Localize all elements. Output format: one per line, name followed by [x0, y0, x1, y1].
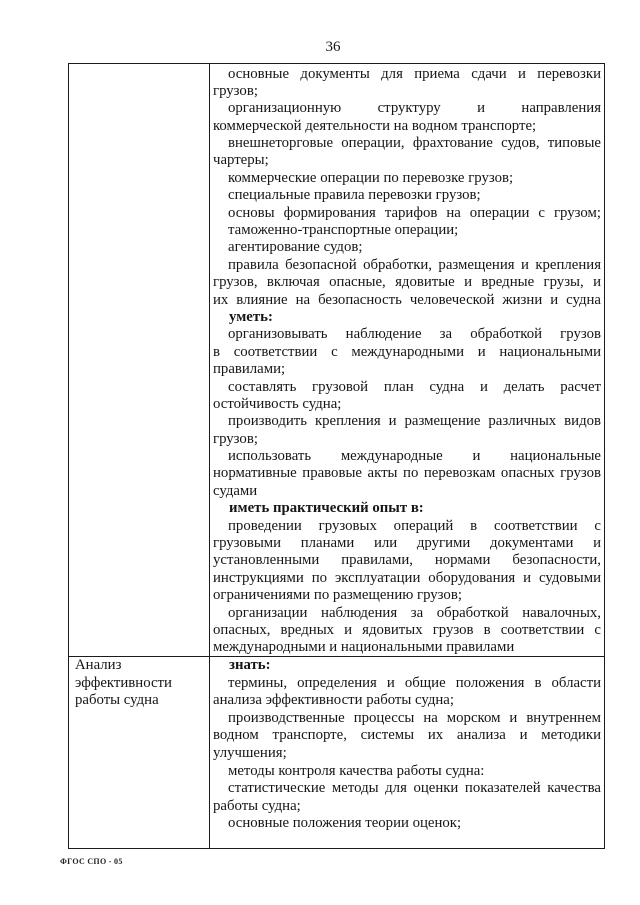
competency-item [213, 66, 601, 101]
text-line: инструкциями по эксплуатации оборудования и судовыми [213, 569, 601, 586]
text-line: основные документы для приема сдачи и перевозки [228, 65, 601, 82]
text-line: статистические методы для оценки показателей качества [228, 780, 601, 797]
competency-item [213, 135, 601, 170]
text-line: производить крепления и размещение различных видов [228, 413, 601, 430]
text-line: их влияние на безопасность человеческой жизни и судна [213, 291, 601, 308]
competency-item [213, 257, 601, 309]
text-line: иметь практический опыт в: [229, 500, 424, 517]
text-line: коммерческие операции по перевозке грузов; [228, 169, 514, 186]
text-line: установленными правилами, нормами безопасности, [213, 552, 601, 569]
text-line: грузов; [213, 82, 258, 99]
competency-item [213, 518, 601, 605]
text-line: термины, определения и общие положения в области [228, 674, 601, 691]
text-line: правила безопасной обработки, размещения и крепления [228, 256, 601, 273]
competency-item [213, 448, 601, 500]
text-line: судами [213, 482, 258, 499]
text-line: чартеры; [213, 152, 269, 169]
text-line: международными и национальными правилами [213, 639, 515, 656]
text-line: грузовыми планами или другими документами и [213, 535, 601, 552]
text-line: уметь: [229, 308, 273, 325]
table-cell-requirements [210, 64, 604, 656]
table-cell-module [69, 64, 209, 656]
text-line: организационную структуру и направления [228, 100, 601, 117]
table-cell-module [69, 657, 209, 848]
text-line: использовать международные и национальные [228, 448, 601, 465]
text-line: составлять грузовой план судна и делать расчет [228, 378, 601, 395]
text-line: анализа эффективности работы судна; [213, 692, 454, 709]
text-line: опасных, вредных и ядовитых грузов в соответствии с [213, 622, 601, 638]
module-title: Анализ эффективности работы судна [75, 657, 172, 709]
competency-item [213, 379, 601, 414]
competency-item [213, 413, 601, 448]
text-line: водном транспорте, системы их анализа и методики [213, 727, 601, 744]
competency-item [213, 675, 601, 710]
text-line: улучшения; [213, 744, 287, 761]
text-line: грузов, включая опасные, ядовитые и вредные грузы, и [213, 274, 601, 291]
competency-item [213, 326, 601, 378]
text-line: основные положения теории оценок; [228, 815, 462, 832]
text-line: организации наблюдения за обработкой навалочных, [228, 604, 601, 621]
text-line: организовывать наблюдение за обработкой грузов [228, 326, 601, 343]
text-line: в соответствии с международными и национальными [213, 343, 601, 360]
text-line: основы формирования тарифов на операции с грузом; [228, 204, 601, 221]
text-line: знать: [229, 657, 271, 673]
competency-table [68, 63, 605, 849]
text-line: работы судна; [213, 797, 301, 814]
text-line: грузов; [213, 430, 258, 447]
competency-item [213, 222, 601, 239]
text-line: остойчивость судна; [213, 395, 342, 412]
section-heading [213, 657, 601, 675]
competency-item [213, 205, 601, 222]
competency-item [213, 239, 601, 256]
table-cell-requirements [210, 657, 604, 848]
competency-item [213, 815, 601, 833]
text-line: специальные правила перевозки грузов; [228, 187, 481, 204]
text-line: таможенно-транспортные операции; [228, 222, 459, 239]
text-line: внешнеторговые операции, фрахтование судов, типовые [228, 135, 601, 152]
text-line: производственные процессы на морском и внутреннем [228, 709, 601, 726]
competency-item [213, 710, 601, 763]
competency-item [213, 170, 601, 187]
section-heading [213, 309, 601, 326]
text-line: проведении грузовых операций в соответствии с [228, 517, 601, 534]
text-line: коммерческой деятельности на водном транспорте; [213, 117, 537, 134]
page-number: 36 [325, 39, 341, 55]
text-line: агентирование судов; [228, 239, 363, 256]
competency-item [213, 100, 601, 135]
competency-item [213, 763, 601, 781]
section-heading [213, 500, 601, 517]
text-line: методы контроля качества работы судна: [228, 762, 485, 779]
competency-item [213, 187, 601, 204]
competency-item [213, 605, 601, 657]
competency-item [213, 780, 601, 815]
text-line: правилами; [213, 361, 286, 378]
text-line: нормативные правовые акты по перевозкам опасных грузов [213, 465, 601, 482]
footer-code: ФГОС СПО - 05 [60, 857, 123, 866]
text-line: ограничениями по размещению грузов; [213, 587, 462, 604]
